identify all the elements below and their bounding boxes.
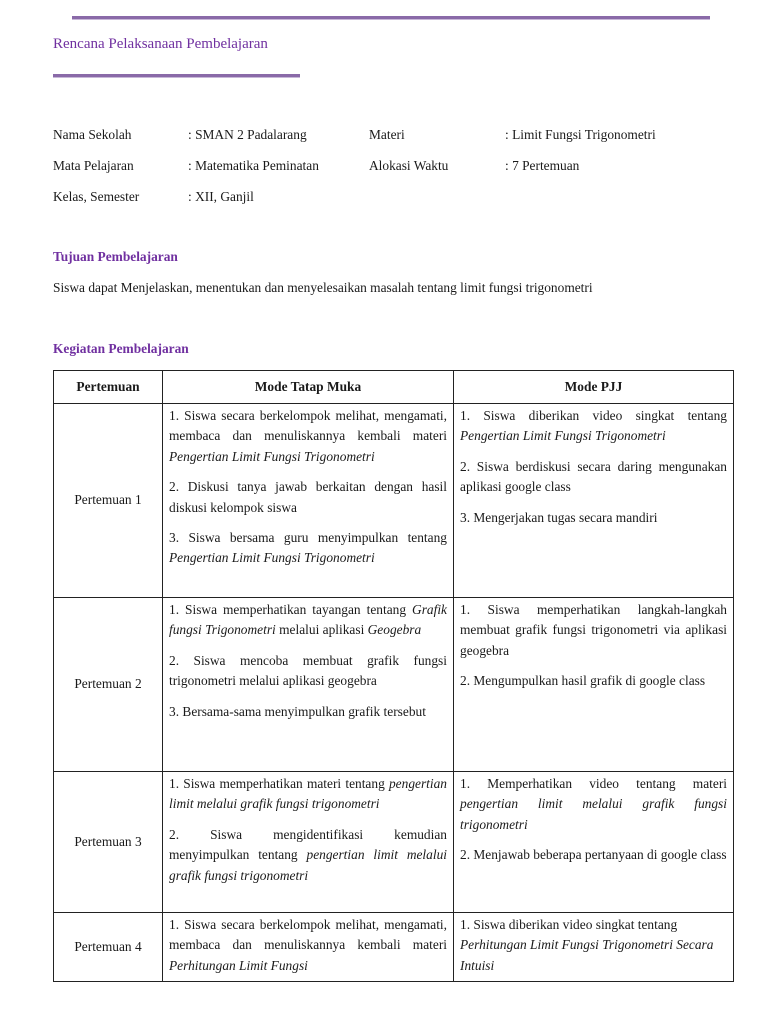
table-row <box>54 772 734 913</box>
activity-step: 3. Bersama-sama menyimpulkan grafik tersebut <box>169 703 426 719</box>
activity-step: 2. Menjawab beberapa pertanyaan di google class <box>460 847 727 863</box>
activity-step: 2. Siswa berdiskusi secara daring mengunakan aplikasi google class <box>460 458 727 495</box>
title-underline <box>53 74 300 78</box>
objectives-text: Siswa dapat Menjelaskan, menentukan dan menyelesaikan masalah tentang limit fungsi trigonometri <box>53 280 593 295</box>
table-row <box>54 913 734 982</box>
school-value: : SMAN 2 Padalarang <box>188 127 307 142</box>
meeting-cell: Pertemuan 3 <box>54 772 163 913</box>
class-semester-value: : XII, Ganjil <box>188 189 254 204</box>
table-row <box>54 404 734 598</box>
time-allocation-value: : 7 Pertemuan <box>505 158 580 173</box>
column-header-meeting: Pertemuan <box>54 371 163 404</box>
objectives-heading: Tujuan Pembelajaran <box>53 249 178 264</box>
activity-step: 1. Siswa memperhatikan tayangan tentang Grafik fungsi Trigonometri melalui aplikasi Geogebra <box>169 602 447 638</box>
activity-step: 1. Siswa secara berkelompok melihat, mengamati, membaca dan menuliskannya kembali materi Pengertian Limit Fungsi Trigonometri <box>169 408 447 464</box>
pjj-cell <box>454 772 734 913</box>
document-title: Rencana Pelaksanaan Pembelajaran <box>53 36 268 52</box>
activity-step: 1. Siswa memperhatikan materi tentang pengertian limit melalui grafik fungsi trigonometri <box>169 776 447 812</box>
meeting-cell <box>54 913 163 982</box>
column-header-pjj: Mode PJJ <box>454 371 734 404</box>
pjj-cell <box>454 598 734 772</box>
meeting-label: Pertemuan 4 <box>74 938 142 954</box>
face-to-face-cell <box>163 913 454 982</box>
activity-step: 1. Siswa memperhatikan langkah-langkah membuat grafik fungsi trigonometri via aplikasi geogebra <box>460 602 727 658</box>
activity-step: 1. Siswa diberikan video singkat tentang Perhitungan Limit Fungsi Trigonometri Secara Intuisi <box>460 917 714 973</box>
topic-value: : Limit Fungsi Trigonometri <box>505 127 656 142</box>
class-semester-label: Kelas, Semester <box>53 189 140 204</box>
pjj-cell <box>454 404 734 598</box>
time-allocation-label: Alokasi Waktu <box>369 158 449 173</box>
activity-step: 1. Siswa diberikan video singkat tentang Pengertian Limit Fungsi Trigonometri <box>460 408 727 444</box>
activity-step: 2. Diskusi tanya jawab berkaitan dengan hasil diskusi kelompok siswa <box>169 479 447 515</box>
activity-step: 2. Siswa mencoba membuat grafik fungsi trigonometri melalui aplikasi geogebra <box>169 652 447 689</box>
subject-value: : Matematika Peminatan <box>188 158 319 173</box>
activity-step: 2. Mengumpulkan hasil grafik di google class <box>460 673 706 689</box>
meeting-cell: Pertemuan 2 <box>54 598 163 772</box>
activity-step: 2. Siswa mengidentifikasi kemudian menyimpulkan tentang pengertian limit melalui grafik fungsi trigonometri <box>169 826 447 883</box>
table-header-row <box>54 371 734 404</box>
activity-step: 3. Mengerjakan tugas secara mandiri <box>460 509 658 525</box>
face-to-face-cell <box>163 772 454 913</box>
pjj-cell <box>454 913 734 982</box>
activities-table <box>53 370 734 982</box>
face-to-face-cell <box>163 404 454 598</box>
activity-step: 1. Memperhatikan video tentang materi pengertian limit melalui grafik fungsi trigonometri <box>460 776 727 832</box>
cell-clip <box>460 915 727 979</box>
face-to-face-cell <box>163 598 454 772</box>
school-label: Nama Sekolah <box>53 127 132 142</box>
activity-step: 1. Siswa secara berkelompok melihat, mengamati, membaca dan menuliskannya kembali materi Perhitungan Limit Fungsi <box>169 917 447 973</box>
topic-label: Materi <box>369 127 405 142</box>
subject-label: Mata Pelajaran <box>53 158 134 173</box>
table-row <box>54 598 734 772</box>
column-header-face-to-face: Mode Tatap Muka <box>163 371 454 404</box>
meeting-cell: Pertemuan 1 <box>54 404 163 598</box>
activity-step: 3. Siswa bersama guru menyimpulkan tentang Pengertian Limit Fungsi Trigonometri <box>169 530 447 566</box>
top-divider <box>72 16 710 20</box>
cell-clip <box>169 915 447 979</box>
activities-heading: Kegiatan Pembelajaran <box>53 341 189 356</box>
